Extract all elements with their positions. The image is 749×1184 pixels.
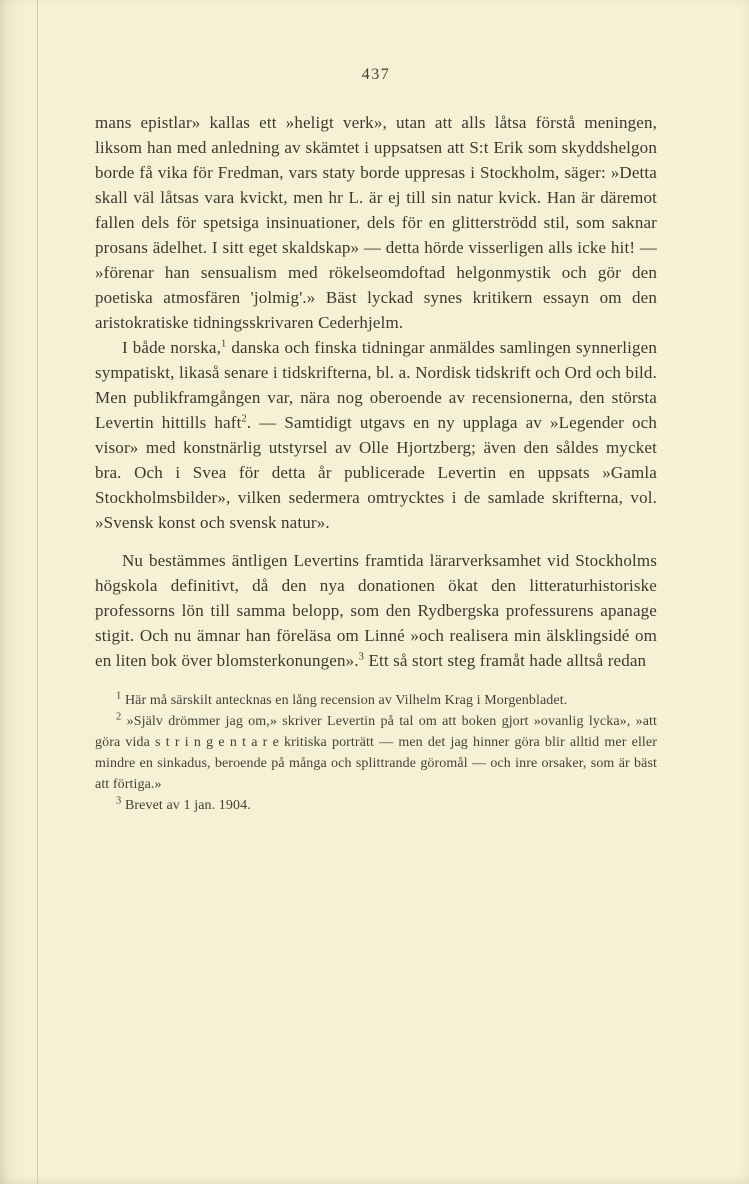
- page-number: 437: [361, 66, 391, 83]
- footnote-2-text: »Själv drömmer jag om,» skriver Levertin på tal om att boken gjort »ovanlig lycka», »att göra vida s t r i n g e n t a r e kritiska porträtt — men det jag hinner göra blir alltid mer eller mindre en sinkadus, beroende på många och splittrande göromål — och inre orsaker, som är bäst att förtiga.»: [95, 714, 657, 792]
- paragraph-2: [95, 335, 657, 535]
- main-text: [95, 110, 657, 673]
- paragraph-2-text-a: I både norska,: [122, 338, 222, 357]
- footnote-3-marker: 3: [116, 795, 122, 807]
- paragraph-3: [95, 548, 657, 673]
- footnote-ref-2: 2: [241, 413, 247, 425]
- paragraph-2-text-c: . — Samtidigt utgavs en ny upplaga av »Legender och visor» med konstnärlig utstyrsel av Olle Hjortzberg; även den såldes mycket bra. Och i Svea för detta år publicerade Levertin en uppsats »Gamla Stockholmsbilder», vilken sedermera omtrycktes i de samlade skrifterna, vol. »Svensk konst och svensk natur».: [95, 413, 657, 532]
- footnote-1: [95, 690, 657, 711]
- footnote-1-marker: 1: [116, 690, 122, 702]
- footnote-2: [95, 711, 657, 795]
- footnote-ref-3: 3: [358, 651, 365, 663]
- page-content: [95, 66, 657, 816]
- footnote-3-text: Brevet av 1 jan. 1904.: [124, 798, 251, 813]
- footnotes: [95, 690, 657, 816]
- paragraph-3-text-b: Ett så stort steg framåt hade alltså redan: [364, 651, 647, 670]
- paragraph-2-text-b: danska och finska tidningar anmäldes samlingen synnerligen sympatiskt, likaså senare i tidskrifterna, bl. a. Nordisk tidskrift och Ord och bild. Men publikframgången var, nära nog oberoende av recensionerna, den största Levertin hittills haft: [95, 338, 657, 432]
- paragraph-1-text: mans epistlar» kallas ett »heligt verk», utan att alls låtsa förstå meningen, liksom han med anledning av skämtet i uppsatsen att S:t Erik som skyddshelgon borde få vika för Fredman, vars staty borde uppresas i Stockholm, säger: »Detta skall väl låtsas vara kvickt, men hr L. är ej till sin natur kvick. Han är däremot fallen dels för spetsiga insinuationer, dels för en glitterströdd stil, som saknar prosans ädelhet. I sitt eget skaldskap» — detta hörde visserligen alls icke hit! — »förenar han sensualism med rökelseomdoftad helgonmystik och gör den poetiska atmosfären 'jolmig'.» Bäst lyckad synes kritikern essayn om den aristokratiske tidningsskrivaren Cederhjelm.: [95, 113, 657, 332]
- paragraph-3-text-a: Nu bestämmes äntligen Levertins framtida lärarverksamhet vid Stockholms högskola definitivt, då den nya donationen ökat den litteraturhistoriske professorns lön till samma belopp, som den Rydbergska professurens apanage stigit. Och nu ämnar han föreläsa om Linné »och realisera min älsklingsidé om en liten bok över blomsterkonungen».: [95, 551, 657, 670]
- footnote-2-marker: 2: [116, 711, 122, 723]
- footnote-1-text: Här må särskilt antecknas en lång recension av Vilhelm Krag i Morgenbladet.: [124, 693, 568, 708]
- page-edge-line: [37, 0, 38, 1184]
- paragraph-1: [95, 110, 657, 335]
- footnote-ref-1: 1: [221, 338, 227, 350]
- footnote-3: [95, 795, 657, 816]
